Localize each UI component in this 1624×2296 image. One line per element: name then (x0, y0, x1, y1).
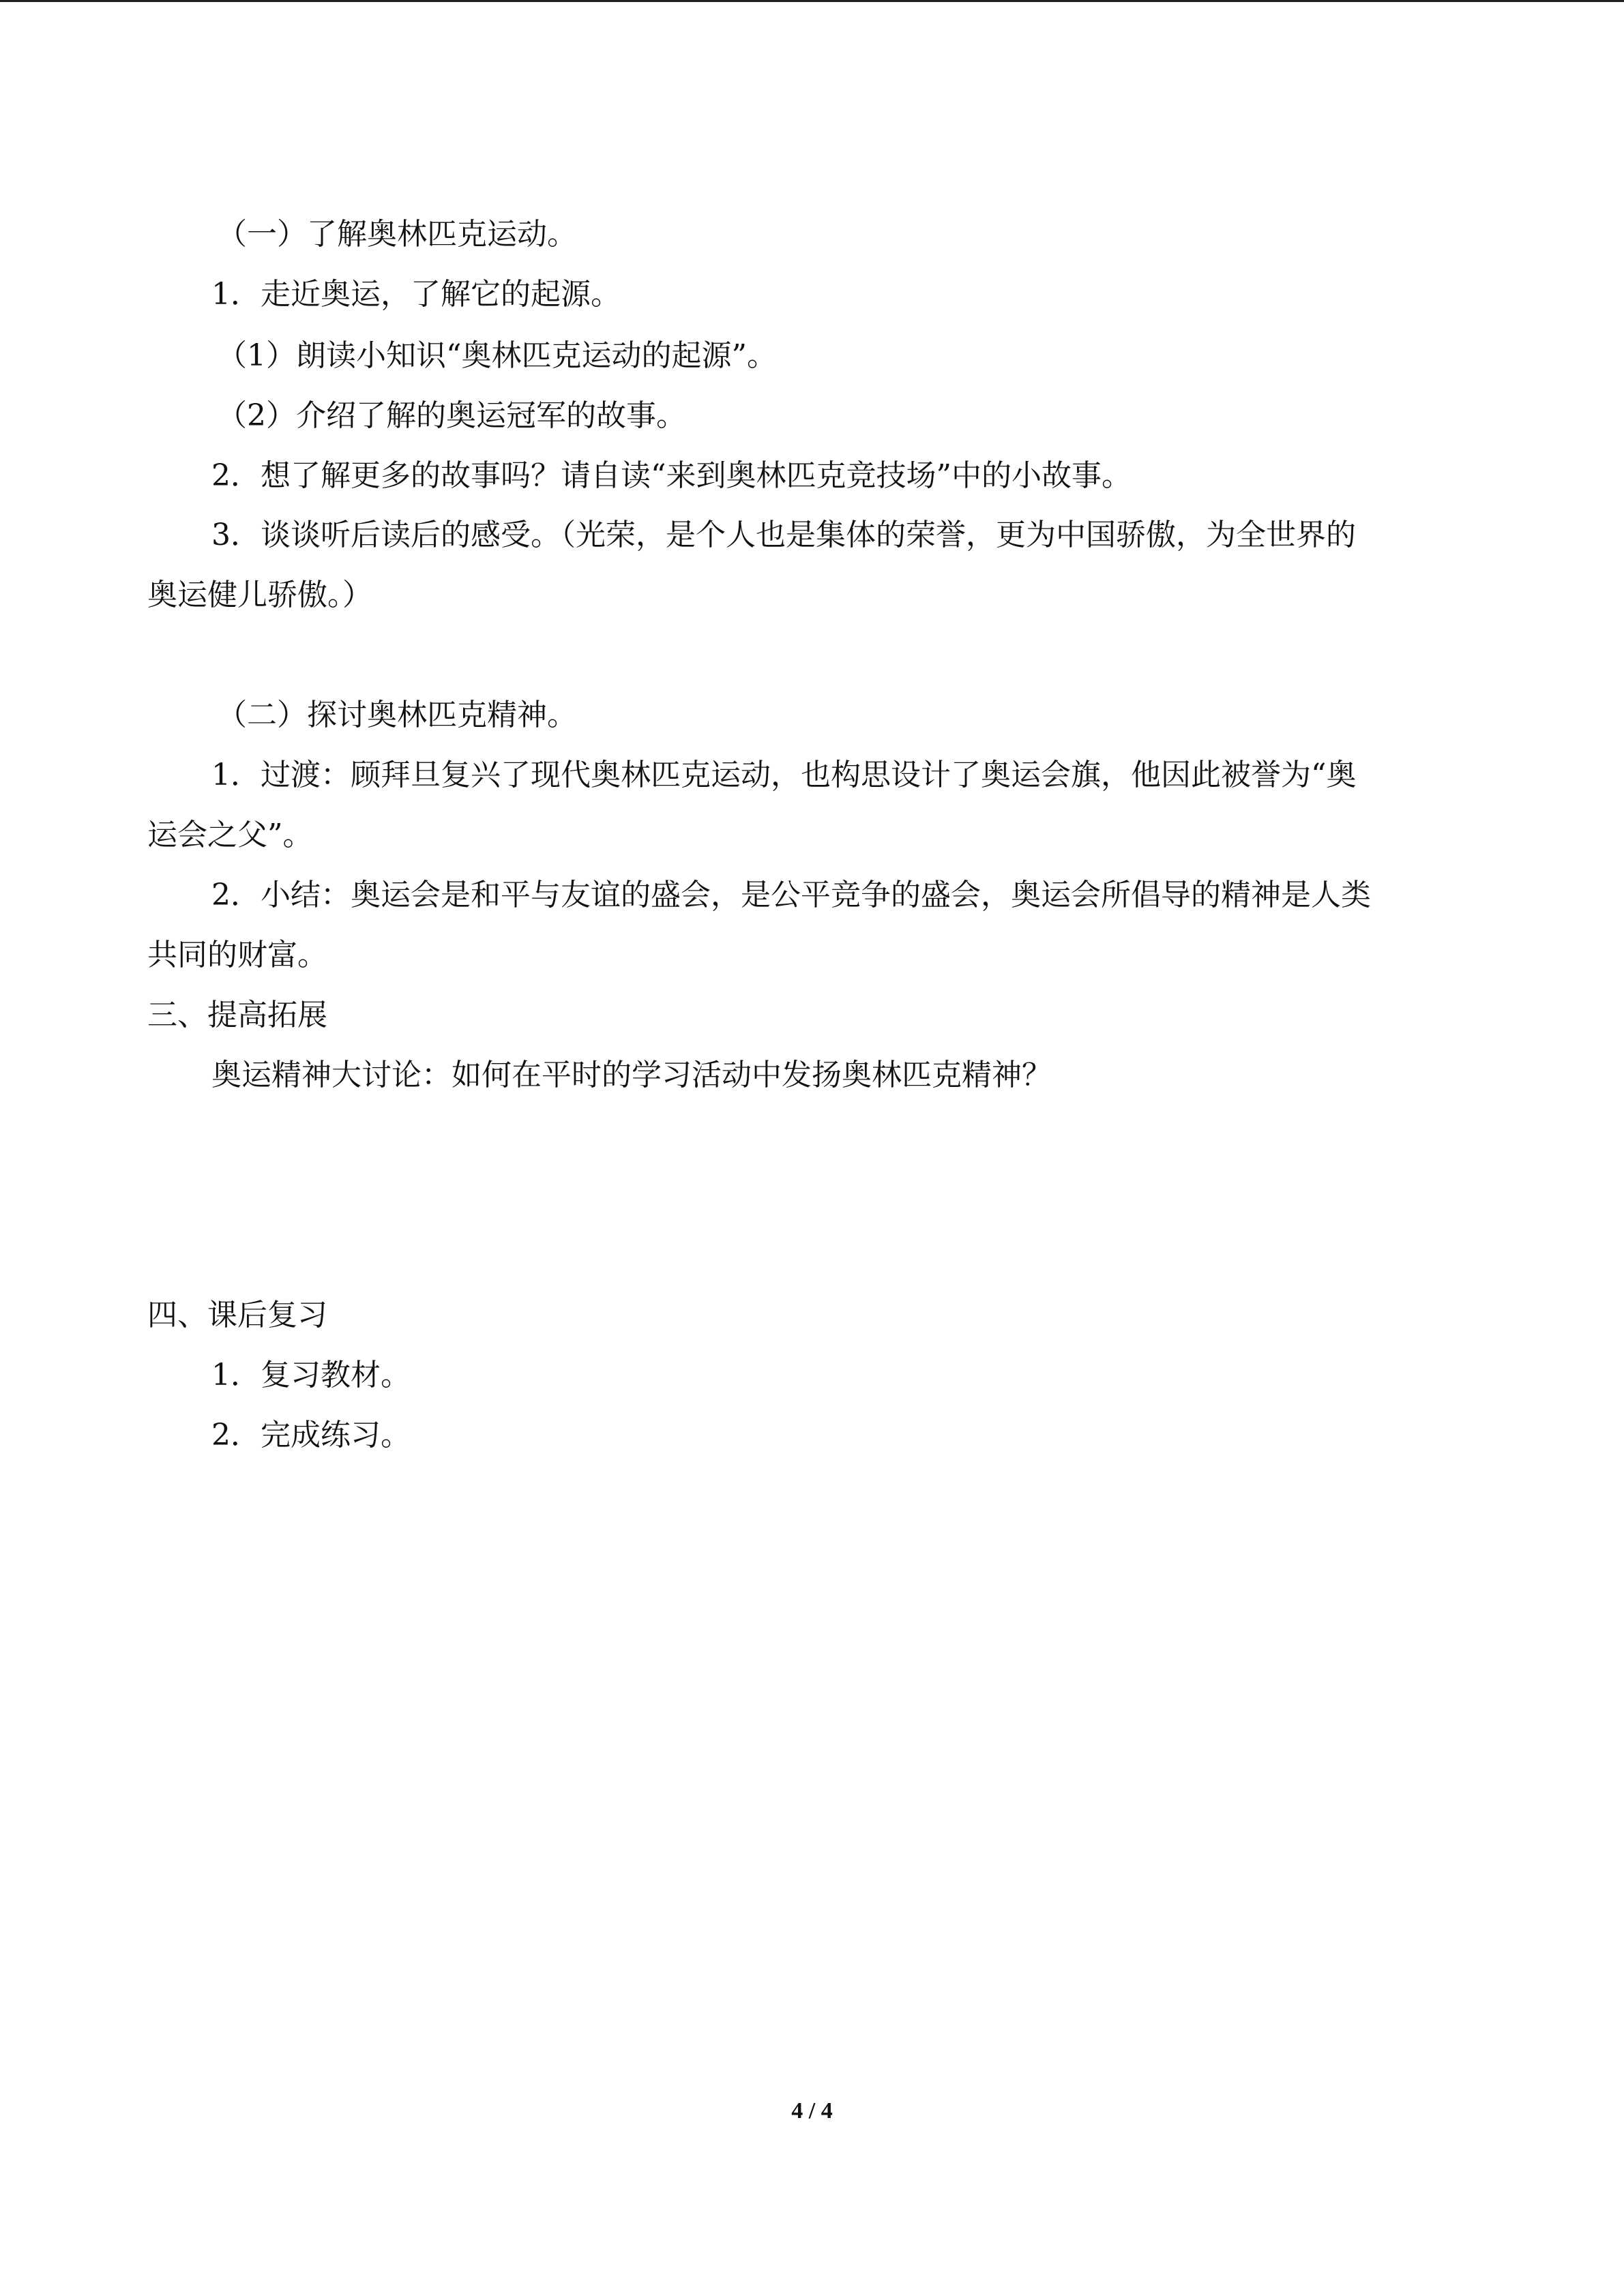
list-subitem-read-knowledge: （1）朗读小知识“奥林匹克运动的起源”。 (217, 338, 777, 373)
list-item-review-textbook: 1．复习教材。 (211, 1358, 411, 1392)
list-item-origin: 1．走近奥运，了解它的起源。 (211, 277, 621, 312)
section-heading-extension: 三、提高拓展 (147, 998, 327, 1032)
section-heading-understand-olympics: （一）了解奥林匹克运动。 (217, 217, 577, 252)
list-item-feelings: 3．谈谈听后读后的感受。（光荣，是个人也是集体的荣誉，更为中国骄傲，为全世界的 (211, 518, 1356, 552)
list-item-more-stories: 2．想了解更多的故事吗？请自读“来到奥林匹克竞技场”中的小故事。 (211, 458, 1132, 493)
list-subitem-champion-story: （2）介绍了解的奥运冠军的故事。 (217, 398, 686, 433)
list-item-transition-continued: 运会之父”。 (147, 818, 313, 852)
list-item-feelings-continued: 奥运健儿骄傲。） (147, 578, 372, 612)
list-item-summary: 2．小结：奥运会是和平与友谊的盛会，是公平竞争的盛会，奥运会所倡导的精神是人类 (211, 878, 1371, 912)
list-item-complete-exercises: 2．完成练习。 (211, 1418, 411, 1452)
list-item-transition: 1．过渡：顾拜旦复兴了现代奥林匹克运动，也构思设计了奥运会旗，他因此被誉为“奥 (211, 758, 1357, 792)
discussion-prompt: 奥运精神大讨论：如何在平时的学习活动中发扬奥林匹克精神？ (211, 1058, 1052, 1092)
section-heading-olympic-spirit: （二）探讨奥林匹克精神。 (217, 698, 577, 732)
page-number: 4 / 4 (791, 2098, 833, 2123)
section-heading-review: 四、课后复习 (147, 1298, 327, 1332)
page-top-border (0, 0, 1624, 2)
list-item-summary-continued: 共同的财富。 (147, 938, 327, 972)
